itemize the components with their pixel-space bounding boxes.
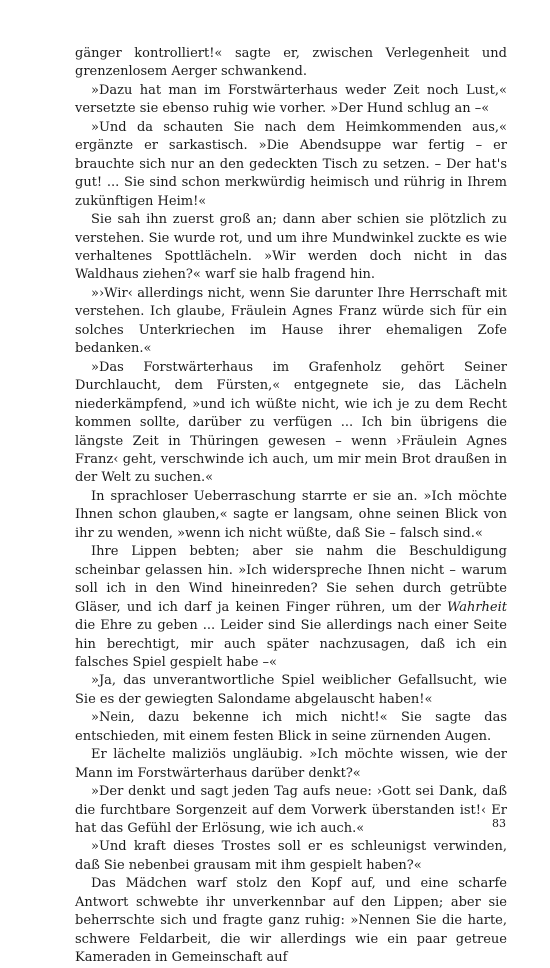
paragraph: »Das Forstwärterhaus im Grafenholz gehört Seiner Durchlaucht, dem Fürsten,« entgegnete sie, das Lächeln niederkämpfend, »und ich wüßte nicht, wie ich je zu dem Recht kommen sollte, darüber zu verfügen ... Ich bin übrigens die längste Zeit in Thüringen gewesen – wenn ›Fräulein Agnes Franz‹ geht, verschwinde ich auch, um mir mein Brot draußen in der Welt zu suchen.« (75, 359, 507, 486)
paragraph: »Dazu hat man im Forstwärterhaus weder Zeit noch Lust,« versetzte sie ebenso ruhig wie vorher. »Der Hund schlug an –« (75, 82, 507, 117)
paragraph: »Der denkt und sagt jeden Tag aufs neue: ›Gott sei Dank, daß die furchtbare Sorgenzeit auf dem Vorwerk überstanden ist!‹ Er hat das Gefühl der Erlösung, wie ich auch.« (75, 784, 507, 837)
paragraph: gänger kontrolliert!« sagte er, zwischen Verlegenheit und grenzenlosem Aerger schwankend. (75, 46, 507, 80)
paragraph: »Und da schauten Sie nach dem Heimkommenden aus,« ergänzte er sarkastisch. »Die Abendsuppe war fertig – er brauchte sich nur an den gedeckten Tisch zu setzen. – Der hat's gut! ... Sie sind schon merkwürdig heimisch und rührig in Ihrem zukünftigen Heim!« (75, 119, 507, 209)
paragraph: »Und kraft dieses Trostes soll er es schleunigst verwinden, daß Sie nebenbei grausam mit ihm gespielt haben?« (75, 839, 507, 873)
page-number: 83 (492, 817, 506, 830)
paragraph: »Ja, das unverantwortliche Spiel weiblicher Gefallsucht, wie Sie es der gewiegten Salondame abgelauscht haben!« (75, 673, 507, 707)
body-text (75, 45, 507, 968)
paragraph: »Nein, dazu bekenne ich mich nicht!« Sie sagte das entschieden, mit einem festen Blick in seine zürnenden Augen. (75, 710, 507, 744)
paragraph: In sprachloser Ueberraschung starrte er sie an. »Ich möchte Ihnen schon glauben,« sagte er langsam, ohne seinen Blick von ihr zu wenden, »wenn ich nicht wüßte, daß Sie – falsch sind.« (75, 488, 507, 541)
paragraph-text: die Ehre zu geben ... Leider sind Sie allerdings nach einer Seite hin berechtigt, mir auch später nachzusagen, daß ich ein falsches Spiel gespielt habe –« (75, 618, 507, 670)
paragraph-text: Ihre Lippen bebten; aber sie nahm die Beschuldigung scheinbar gelassen hin. »Ich widerspreche Ihnen nicht – warum soll ich in den Wind hineinreden? Sie sehen durch getrübte Gläser, und ich darf ja keinen Finger rühren, um der (75, 544, 507, 615)
paragraph: Er lächelte maliziös ungläubig. »Ich möchte wissen, wie der Mann im Forstwärterhaus darüber denkt?« (75, 747, 507, 781)
paragraph (75, 543, 507, 672)
paragraph: Sie sah ihn zuerst groß an; dann aber schien sie plötzlich zu verstehen. Sie wurde rot, und um ihre Mundwinkel zuckte es wie verhaltenes Spottlächeln. »Wir werden doch nicht in das Waldhaus ziehen?« warf sie halb fragend hin. (75, 212, 507, 283)
emphasized-word: Wahrheit (446, 599, 507, 615)
paragraph: Das Mädchen warf stolz den Kopf auf, und eine scharfe Antwort schwebte ihr unverkennbar auf den Lippen; aber sie beherrschte sich und fragte ganz ruhig: »Nennen Sie die harte, schwere Feldarbeit, die wir allerdings wie ein paar getreue Kameraden in Gemeinschaft auf (75, 876, 507, 966)
paragraph: »›Wir‹ allerdings nicht, wenn Sie darunter Ihre Herrschaft mit verstehen. Ich glaube, Fräulein Agnes Franz würde sich für ein solches Unterkriechen im Hause ihrer ehemaligen Zofe bedanken.« (75, 285, 507, 357)
